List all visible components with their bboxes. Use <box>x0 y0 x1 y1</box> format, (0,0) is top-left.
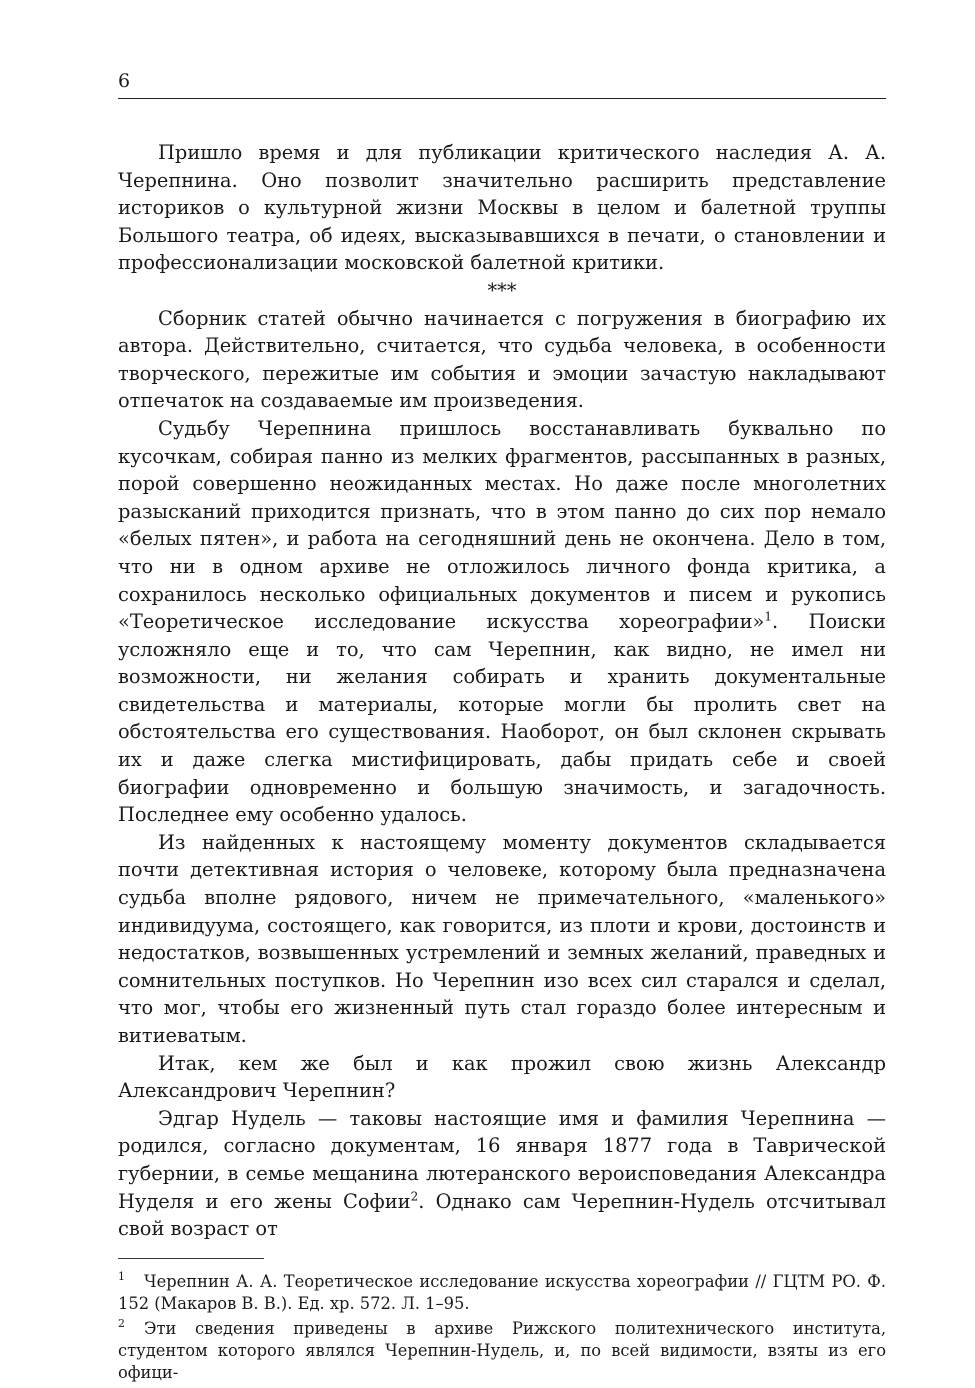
footnote-text: Эти сведения приведены в архиве Рижского политехнического института, студентом которого являлся Черепнин-Нудель, и, по всей видимости, взяты из его офици- <box>118 1318 886 1382</box>
footnote-reference[interactable]: 2 <box>410 1189 419 1204</box>
paragraph-text: . Однако сам Черепнин-Нудель отсчитывал свой возраст от <box>118 1189 886 1241</box>
page-number: 6 <box>118 70 131 92</box>
footnote-text: Черепнин А. А. Теоретическое исследование искусства хореографии // ГЦТМ РО. Ф. 152 (Макаров В. В.). Ед. хр. 572. Л. 1–95. <box>118 1271 886 1313</box>
paragraph: Сборник статей обычно начинается с погружения в биографию их автора. Действительно, считается, что судьба человека, в особенности творческого, пережитые им события и эмоции зачастую накладывают отпечаток на создаваемые им произведения. <box>118 306 886 413</box>
paragraph <box>118 415 886 829</box>
paragraph-text: Эдгар Нудель — таковы настоящие имя и фамилия Черепнина — родился, согласно документам, 16 января 1877 года в Таврической губернии, в семье мещанина лютеранского вероисповедания Александра Нуделя и его жены Софии <box>118 1106 886 1213</box>
footnote-reference[interactable]: 1 <box>764 609 773 624</box>
paragraph-text: Судьбу Черепнина пришлось восстанавливать буквально по кусочкам, собирая панно из мелких фрагментов, рассыпанных в разных, порой совершенно неожиданных местах. Но даже после многолетних разысканий приходится признать, что в этом панно до сих пор немало «белых пятен», и работа на сегодняшний день не окончена. Дело в том, что ни в одном архиве не отложилось личного фонда критика, а сохранилось несколько официальных документов и писем и рукопись «Теоретическое исследование искусства хореографии» <box>118 416 886 634</box>
section-separator: *** <box>487 278 517 302</box>
paragraph: Итак, кем же был и как прожил свою жизнь Александр Александрович Черепнин? <box>118 1051 886 1103</box>
footnote-divider <box>118 1258 264 1259</box>
footnote: 2 Эти сведения приведены в архиве Рижского политехнического института, студентом которого являлся Черепнин-Нудель, и, по всей видимости, взяты из его офици- <box>118 1317 886 1382</box>
document-page <box>118 68 886 1387</box>
page-header <box>118 68 886 99</box>
main-text <box>118 139 886 1243</box>
paragraph: Из найденных к настоящему моменту документов складывается почти детективная история о человеке, которому была предназначена судьба вполне рядового, ничем не примечательного, «маленького» индивидуума, состоящего, как говорится, из плоти и крови, достоинств и недостатков, возвышенных устремлений и земных желаний, праведных и сомнительных поступков. Но Черепнин изо всех сил старался и сделал, что мог, чтобы его жизненный путь стал гораздо более интересным и витиеватым. <box>118 830 886 1047</box>
footnote: 1 Черепнин А. А. Теоретическое исследование искусства хореографии // ГЦТМ РО. Ф. 152 (Макаров В. В.). Ед. хр. 572. Л. 1–95. <box>118 1270 886 1313</box>
footnotes <box>118 1271 886 1384</box>
paragraph <box>118 1105 886 1243</box>
paragraph: Пришло время и для публикации критического наследия А. А. Черепнина. Оно позволит значительно расширить представление историков о культурной жизни Москвы в целом и балетной труппы Большого театра, об идеях, высказывавшихся в печати, о становлении и профессионализации московской балетной критики. <box>118 141 886 275</box>
paragraph-text: . Поиски усложняло еще и то, что сам Черепнин, как видно, не имел ни возможности, ни желания собирать и хранить документальные свидетельства и материалы, которые могли бы пролить свет на обстоятельства его существования. Наоборот, он был склонен скрывать их и даже слегка мистифицировать, дабы придать себе и своей биографии одновременно и большую значимость, и загадочность. Последнее ему особенно удалось. <box>118 610 886 827</box>
